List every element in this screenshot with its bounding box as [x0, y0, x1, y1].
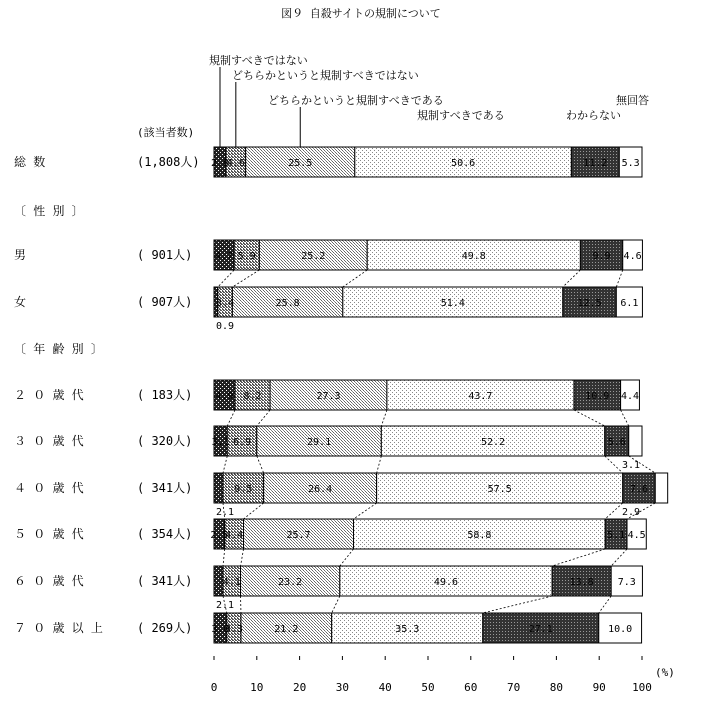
row-label: ７ ０ 歳 以 上 — [14, 621, 103, 635]
row-label: 男 — [14, 248, 27, 262]
section-header-age: 〔 年 齢 別 〕 — [14, 342, 103, 356]
data-label: 2.5 — [210, 530, 229, 541]
x-tick-label: 40 — [378, 681, 392, 694]
data-label: 4.9 — [215, 391, 234, 402]
x-tick-label: 100 — [632, 681, 652, 694]
row-count: ( 341人) — [137, 574, 193, 588]
x-axis — [211, 656, 652, 694]
x-tick-label: 70 — [506, 681, 521, 694]
row-count: (1,808人) — [137, 155, 200, 169]
row-count: ( 907人) — [137, 295, 193, 309]
x-tick-label: 50 — [421, 681, 435, 694]
data-label: 27.3 — [316, 391, 341, 402]
bar-segment — [214, 473, 223, 503]
row-count: ( 354人) — [137, 527, 193, 541]
data-label: 12.5 — [577, 298, 602, 309]
x-tick-label: 10 — [250, 681, 264, 694]
bar-row — [14, 380, 639, 410]
data-label: 3.1 — [621, 460, 640, 471]
bar-row — [14, 240, 642, 270]
data-label: 3.4 — [216, 298, 235, 309]
data-label: 9.9 — [592, 251, 611, 262]
connector-line — [241, 549, 244, 566]
legend-label: 規制すべきではない — [209, 54, 308, 67]
data-label: 49.8 — [461, 251, 486, 262]
bar-row — [14, 566, 642, 611]
row-count: ( 341人) — [137, 481, 193, 495]
data-label: 23.2 — [278, 577, 303, 588]
connector-line — [340, 549, 354, 566]
bar-rows — [14, 147, 668, 643]
data-label: 57.5 — [487, 484, 512, 495]
x-tick-label: 0 — [210, 681, 218, 694]
data-label: 8.2 — [243, 391, 262, 402]
connector-line — [223, 456, 227, 473]
chart-title: 図９ 自殺サイトの規制について — [281, 7, 441, 20]
legend-label: どちらかというと規制すべきである — [268, 94, 444, 107]
connector-line — [616, 270, 622, 287]
x-tick-label: 80 — [549, 681, 564, 694]
bar-segment — [655, 473, 667, 503]
data-label: 29.1 — [307, 437, 332, 448]
data-label: 3.1 — [211, 437, 230, 448]
bar-row — [14, 473, 668, 518]
data-label: 6.9 — [233, 437, 252, 448]
data-label: 50.6 — [451, 158, 476, 169]
connector-line — [257, 410, 270, 426]
data-label: 7.3 — [617, 577, 636, 588]
connector-line — [605, 503, 623, 519]
legend-label: 規制すべきである — [417, 109, 505, 122]
connector-line — [343, 270, 367, 287]
row-count: ( 269人) — [137, 621, 193, 635]
row-label: ３ ０ 歳 代 — [14, 434, 84, 448]
connector-line — [552, 549, 605, 566]
connector-line — [257, 456, 264, 473]
data-label: 7.6 — [629, 484, 649, 495]
data-label: 4.6 — [623, 251, 642, 262]
connector-line — [599, 596, 611, 613]
connector-line — [218, 270, 234, 287]
row-count: ( 320人) — [137, 434, 193, 448]
connector-line — [611, 549, 627, 566]
data-label: 58.8 — [467, 530, 492, 541]
connector-line — [223, 549, 225, 566]
data-label: 52.2 — [481, 437, 506, 448]
data-label: 2.8 — [210, 158, 230, 169]
data-label: 26.4 — [308, 484, 333, 495]
unit-label: (%) — [655, 666, 675, 679]
legend — [209, 53, 649, 147]
x-tick-label: 20 — [292, 681, 307, 694]
data-label: 43.7 — [468, 391, 493, 402]
data-label: 4.4 — [225, 530, 244, 541]
section-header-gender: 〔 性 別 〕 — [14, 204, 84, 218]
data-label: 49.6 — [433, 577, 459, 588]
data-label: 21.2 — [274, 624, 299, 635]
data-label: 4.7 — [215, 251, 234, 262]
connector-line — [605, 456, 623, 473]
data-label: 10.9 — [585, 391, 610, 402]
legend-label: 無回答 — [616, 94, 649, 107]
data-label: 51.4 — [440, 298, 465, 309]
data-label: 25.5 — [288, 158, 313, 169]
data-label: 4.1 — [222, 577, 241, 588]
row-count: ( 901人) — [137, 248, 193, 262]
connector-line — [332, 596, 340, 613]
data-label: 5.3 — [621, 158, 640, 169]
data-label: 5.6 — [607, 437, 626, 448]
count-header: (該当者数) — [137, 126, 195, 139]
bar-row — [14, 613, 642, 643]
data-label: 10.0 — [608, 624, 633, 635]
row-label: ４ ０ 歳 代 — [14, 481, 84, 495]
legend-label: どちらかというと規制すべきではない — [232, 69, 419, 82]
data-label: 3.3 — [224, 624, 243, 635]
connector-line — [377, 456, 382, 473]
data-label: 25.2 — [301, 251, 326, 262]
connector-line — [354, 503, 377, 519]
x-tick-label: 30 — [335, 681, 350, 694]
data-label: 4.4 — [620, 391, 640, 402]
data-label: 2.1 — [216, 600, 235, 611]
row-count: ( 183人) — [137, 388, 193, 402]
data-label: 27.1 — [528, 624, 553, 635]
row-label: ５ ０ 歳 代 — [14, 527, 84, 541]
legend-label: わからない — [566, 109, 621, 122]
data-label: 13.8 — [569, 577, 594, 588]
connector-line — [563, 270, 581, 287]
data-label: 25.7 — [286, 530, 311, 541]
row-label: ６ ０ 歳 代 — [14, 574, 84, 588]
bar-row — [14, 519, 646, 549]
connector-line — [621, 410, 629, 426]
connector-line — [227, 410, 235, 426]
bar-segment — [629, 426, 642, 456]
data-label: 11.2 — [583, 158, 608, 169]
connector-line — [483, 596, 552, 613]
bar-row — [14, 147, 642, 177]
data-label: 5.1 — [607, 530, 626, 541]
row-label: ２ ０ 歳 代 — [14, 388, 84, 402]
data-label: 2.9 — [621, 507, 640, 518]
bar-row — [14, 287, 642, 332]
data-label: 3.0 — [211, 624, 230, 635]
row-label: 女 — [14, 295, 27, 309]
connector-line — [381, 410, 387, 426]
data-label: 9.5 — [234, 484, 253, 495]
bar-row — [14, 426, 642, 471]
data-label: 4.5 — [627, 530, 646, 541]
row-label: 総 数 — [14, 155, 46, 169]
data-label: 35.3 — [395, 624, 420, 635]
data-label: 4.6 — [226, 158, 245, 169]
data-label: 2.1 — [216, 507, 235, 518]
bar-segment — [214, 566, 223, 596]
x-tick-label: 60 — [464, 681, 478, 694]
data-label: 6.1 — [620, 298, 639, 309]
data-label: 25.8 — [275, 298, 300, 309]
connector-line — [244, 503, 264, 519]
x-tick-label: 90 — [592, 681, 606, 694]
connector-line — [574, 410, 605, 426]
data-label: 5.9 — [237, 251, 256, 262]
connector-line — [232, 270, 259, 287]
data-label: 0.9 — [216, 321, 235, 332]
